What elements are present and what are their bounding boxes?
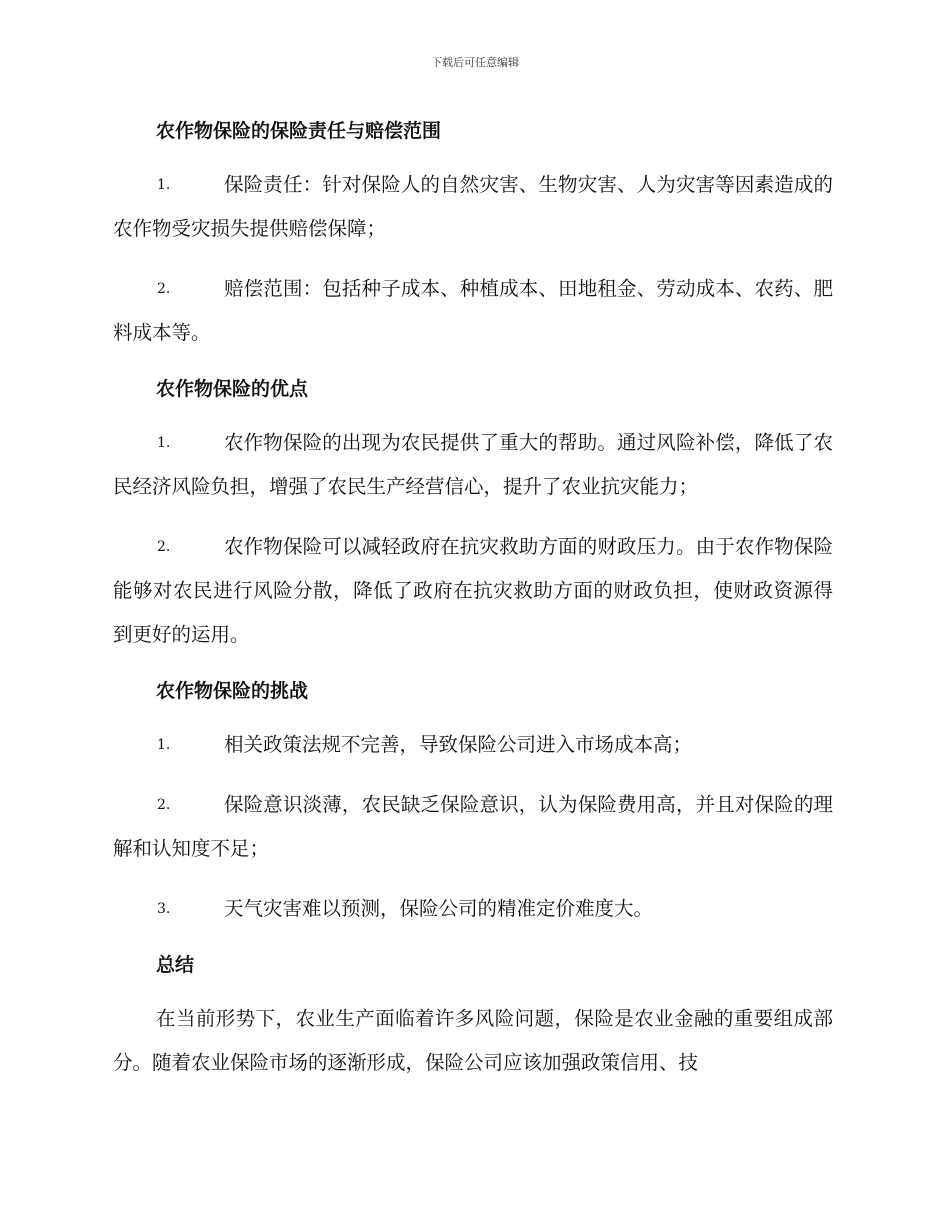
document-body (113, 113, 833, 1085)
list-item-text: 赔偿范围：包括种子成本、种植成本、田地租金、劳动成本、农药、肥料成本等。 (113, 277, 833, 344)
list-item-text: 相关政策法规不完善，导致保险公司进入市场成本高； (224, 733, 693, 756)
list-item-number: 1. (157, 435, 171, 451)
list-item-number: 2. (157, 539, 171, 555)
section-heading-summary: 总结 (156, 954, 195, 976)
list-item-text: 保险责任：针对保险人的自然灾害、生物灾害、人为灾害等因素造成的农作物受灾损失提供赔偿保障； (113, 173, 833, 240)
list-item (113, 525, 833, 657)
list-item (113, 887, 833, 931)
list-item-number: 1. (157, 177, 171, 193)
list-item-text: 保险意识淡薄，农民缺乏保险意识，认为保险费用高，并且对保险的理解和认知度不足； (113, 793, 833, 860)
section-heading-advantages: 农作物保险的优点 (156, 378, 309, 400)
page-header-note: 下载后可任意编辑 (431, 56, 519, 69)
list-item (113, 163, 833, 251)
list-item (113, 723, 833, 767)
list-item (113, 783, 833, 871)
summary-paragraph: 在当前形势下，农业生产面临着许多风险问题，保险是农业金融的重要组成部分。随着农业保险市场的逐渐形成，保险公司应该加强政策信用、技 (113, 1007, 833, 1074)
list-item-number: 1. (157, 737, 171, 753)
list-item-number: 2. (157, 281, 171, 297)
list-item-number: 3. (157, 901, 171, 917)
list-item-number: 2. (157, 797, 171, 813)
section-heading-challenges: 农作物保险的挑战 (156, 680, 309, 702)
section-heading-coverage: 农作物保险的保险责任与赔偿范围 (156, 120, 442, 142)
list-item-text: 农作物保险的出现为农民提供了重大的帮助。通过风险补偿，降低了农民经济风险负担，增强了农民生产经营信心，提升了农业抗灾能力； (113, 431, 833, 498)
list-item-text: 天气灾害难以预测，保险公司的精准定价难度大。 (224, 897, 654, 920)
list-item (113, 267, 833, 355)
list-item (113, 421, 833, 509)
list-item-text: 农作物保险可以减轻政府在抗灾救助方面的财政压力。由于农作物保险能够对农民进行风险分散，降低了政府在抗灾救助方面的财政负担，使财政资源得到更好的运用。 (113, 535, 833, 646)
